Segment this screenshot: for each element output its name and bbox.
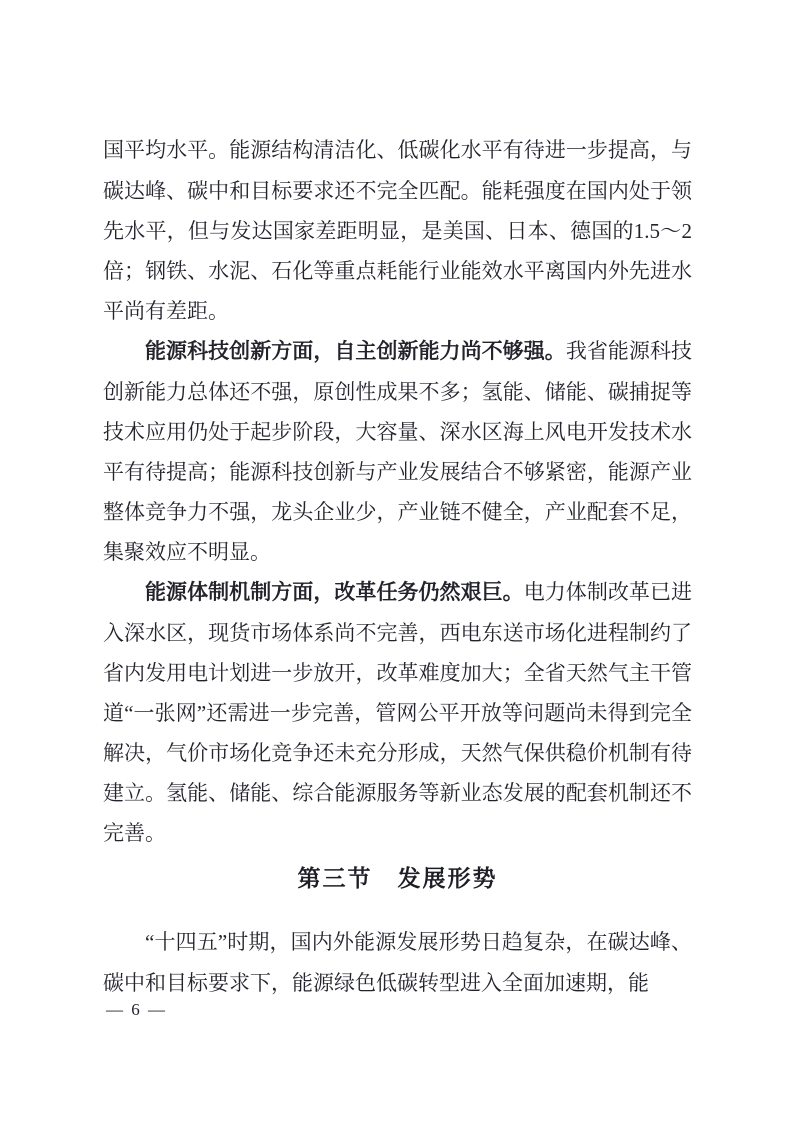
paragraph-continuation [103, 130, 692, 331]
paragraph-text: 我省能源科技创新能力总体还不强，原创性成果不多；氢能、储能、碳捕捉等技术应用仍处于起步阶段，大容量、深水区海上风电开发技术水平有待提高；能源科技创新与产业发展结合不够紧密，能源产业整体竞争力不强，龙头企业少，产业链不健全，产业配套不足，集聚效应不明显。 [103, 339, 693, 564]
paragraph-lead-bold: 能源体制机制方面，改革任务仍然艰巨。 [145, 581, 524, 604]
paragraph-development-situation [103, 922, 692, 1003]
page-footer [106, 998, 167, 1022]
paragraph-text: 国平均水平。能源结构清洁化、低碳化水平有待进一步提高，与碳达峰、碳中和目标要求还不完全匹配。能耗强度在国内处于领先水平，但与发达国家差距明显，是美国、日本、德国的1.5～2倍；钢铁、水泥、石化等重点耗能行业能效水平离国内外先进水平尚有差距。 [103, 138, 692, 323]
page-number: — 6 — [106, 1000, 167, 1019]
paragraph-tech-innovation [103, 331, 692, 572]
paragraph-text: 电力体制改革已进入深水区，现货市场体系尚不完善，西电东送市场化进程制约了省内发用电计划进一步放开，改革难度加大；全省天然气主干管道“一张网”还需进一步完善，管网公平开放等问题尚未得到完全解决，气价市场化竞争还未充分形成，天然气保供稳价机制有待建立。氢能、储能、综合能源服务等新业态发展的配套机制还不完善。 [103, 580, 692, 845]
page-body [103, 130, 692, 1003]
paragraph-lead-bold: 能源科技创新方面，自主创新能力尚不够强。 [145, 340, 566, 363]
paragraph-text: “十四五”时期，国内外能源发展形势日趋复杂，在碳达峰、碳中和目标要求下，能源绿色低碳转型进入全面加速期，能 [103, 930, 692, 995]
section-heading: 第三节 发展形势 [297, 865, 498, 891]
paragraph-institutional-reform [103, 572, 692, 853]
